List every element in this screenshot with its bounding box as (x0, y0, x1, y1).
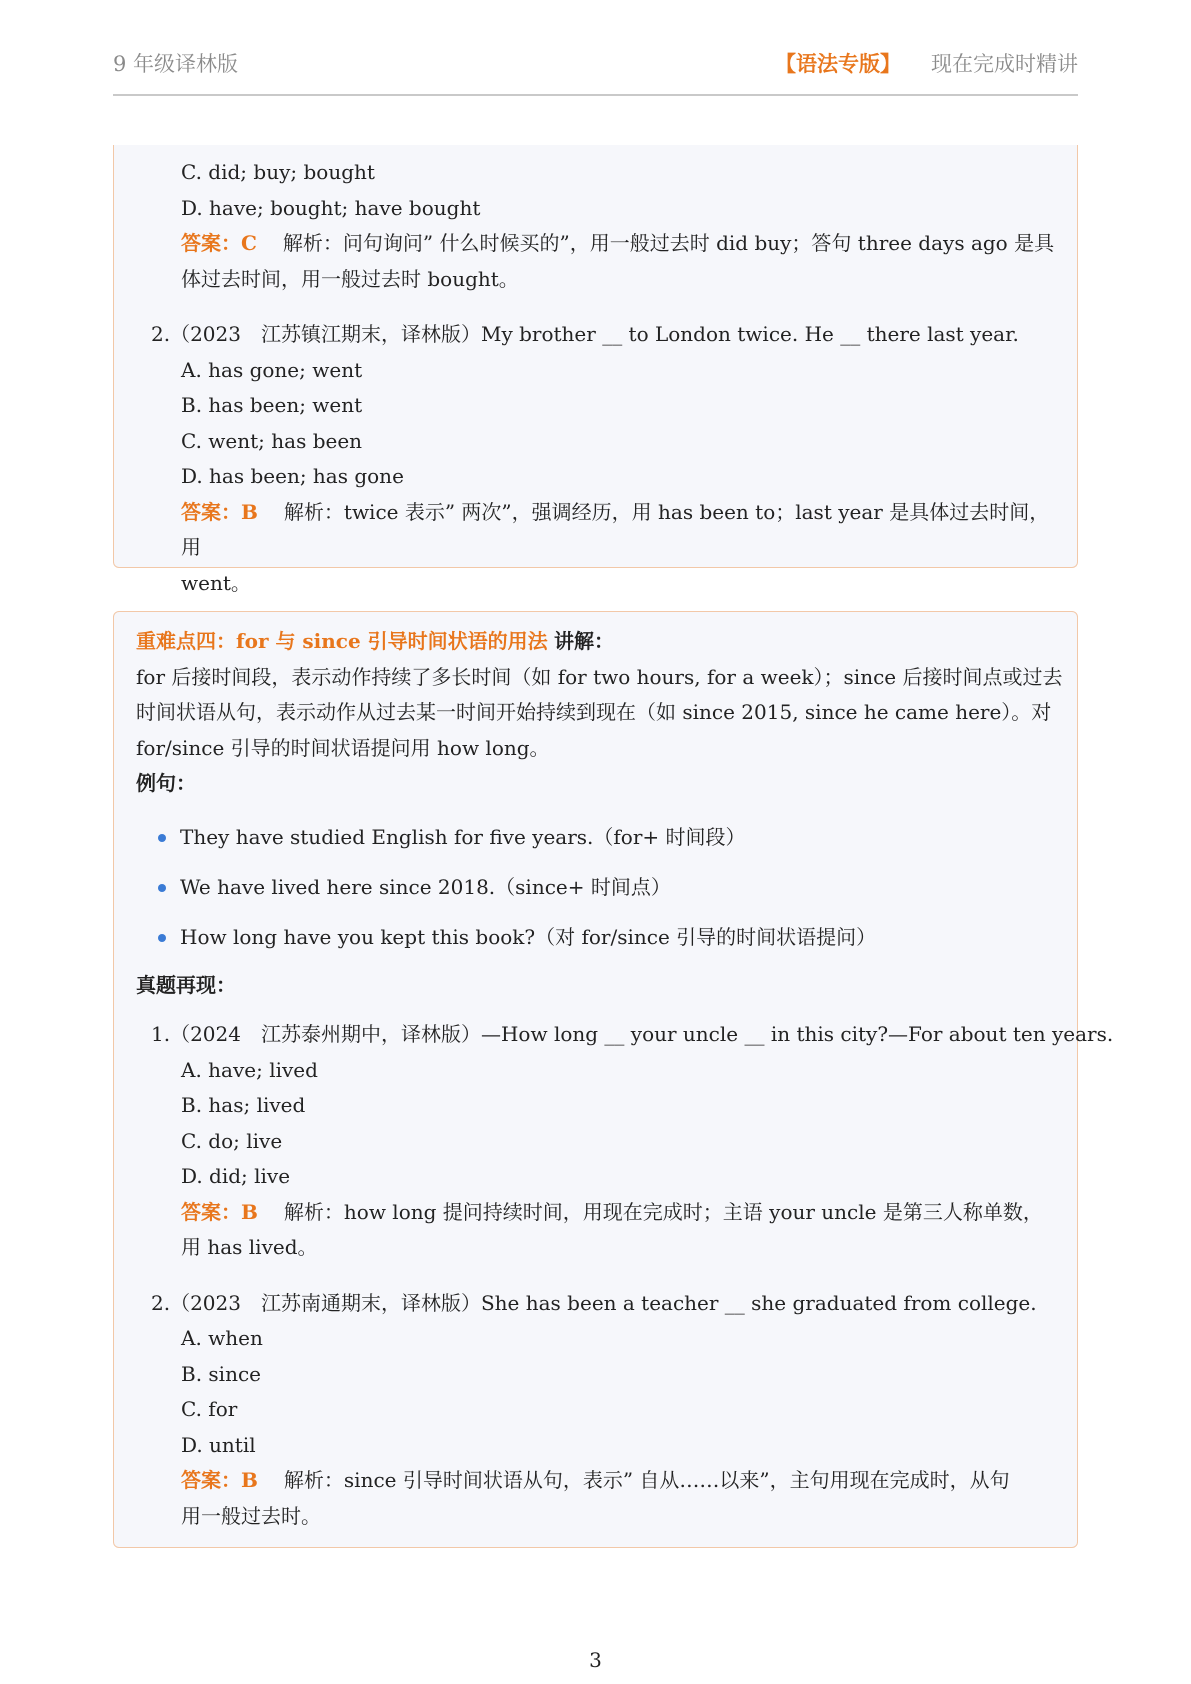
option-b: B. has been; went (181, 393, 363, 417)
option-d: D. did; live (181, 1164, 291, 1188)
option-d: D. have; bought; have bought (181, 195, 481, 220)
answer-label: 答案：C (181, 231, 257, 255)
option-a: A. have; lived (181, 1057, 318, 1082)
answer-explanation: 解析：since 引导时间状语从句，表示” 自从……以来”，主句用现在完成时，从句 (283, 1468, 1010, 1492)
bullet-icon (158, 884, 166, 892)
answer-label: 答案：B (181, 499, 258, 524)
option-d: D. has been; has gone (181, 464, 404, 488)
header-right (775, 48, 1078, 78)
example-item (136, 862, 1055, 912)
header-tag: 【语法专版】 (775, 51, 901, 76)
answer-explanation: 解析：twice 表示” 两次”，强调经历，用 has been to；last year 是具体过去时间，用 (181, 499, 1050, 559)
section-title-suffix: 讲解： (554, 629, 615, 653)
explanation-paragraph (136, 660, 1063, 767)
review-label: 真题再现： (136, 972, 236, 997)
answer-explanation: 解析：how long 提问持续时间，用现在完成时；主语 your uncle 是第三人称单数， (283, 1199, 1043, 1224)
option-a: A. when (181, 1326, 263, 1350)
example-item (136, 912, 1055, 962)
bullet-icon (158, 934, 166, 942)
example-list (136, 812, 1055, 962)
answer-block (136, 1463, 1055, 1534)
header-subtitle: 现在完成时精讲 (931, 52, 1078, 76)
option-c: C. did; buy; bought (181, 160, 375, 184)
option-a: A. has gone; went (181, 357, 363, 382)
answer-block (136, 226, 1055, 297)
answer-explanation-cont: 体过去时间，用一般过去时 bought。 (181, 266, 519, 291)
option-b: B. since (181, 1361, 261, 1386)
answer-explanation: 解析：问句询问” 什么时候买的”，用一般过去时 did buy；答句 three days ago 是具 (282, 231, 1055, 255)
paragraph-line: for 后接时间段，表示动作持续了多长时间（如 for two hours, for a week）；since 后接时间点或过去 (136, 664, 1063, 689)
option-c: C. do; live (181, 1128, 283, 1153)
examples-label: 例句： (136, 771, 196, 795)
section-heading (136, 624, 1055, 660)
answer-explanation-cont: 用一般过去时。 (181, 1503, 321, 1528)
section-title: 重难点四：for 与 since 引导时间状语的用法 (136, 629, 548, 653)
answer-explanation-cont: went。 (181, 570, 251, 595)
question-panel-continued (113, 145, 1078, 595)
key-point-panel (113, 611, 1114, 1548)
example-text: How long have you kept this book?（对 for/since 引导的时间状语提问） (180, 924, 877, 949)
option-d: D. until (181, 1432, 256, 1457)
answer-block (136, 495, 1055, 602)
option-c: C. went; has been (181, 428, 363, 453)
answer-block (136, 1195, 1055, 1266)
question-stem: 1.（2024 江苏泰州期中，译林版）—How long __ your uncle __ in this city?—For about ten years. (151, 1022, 1114, 1046)
paragraph-line: for/since 引导的时间状语提问用 how long。 (136, 735, 550, 760)
example-item (136, 812, 1055, 862)
option-b: B. has; lived (181, 1093, 306, 1117)
page-header (113, 44, 1078, 96)
example-text: We have lived here since 2018.（since+ 时间点） (180, 874, 671, 899)
example-text: They have studied English for five years.（for+ 时间段） (180, 824, 746, 849)
option-c: C. for (181, 1397, 238, 1421)
question-stem: 2.（2023 江苏镇江期末，译林版）My brother __ to London twice. He __ there last year. (151, 322, 1019, 346)
answer-label: 答案：B (181, 1468, 258, 1492)
answer-explanation-cont: 用 has lived。 (181, 1235, 318, 1259)
bullet-icon (158, 834, 166, 842)
page-number: 3 (589, 1648, 602, 1672)
header-grade: 9 年级译林版 (113, 52, 239, 76)
paragraph-line: 时间状语从句，表示动作从过去某一时间开始持续到现在（如 since 2015, since he came here）。对 (136, 700, 1052, 724)
answer-label: 答案：B (181, 1199, 258, 1224)
question-stem: 2.（2023 江苏南通期末，译林版）She has been a teacher __ she graduated from college. (151, 1290, 1037, 1315)
